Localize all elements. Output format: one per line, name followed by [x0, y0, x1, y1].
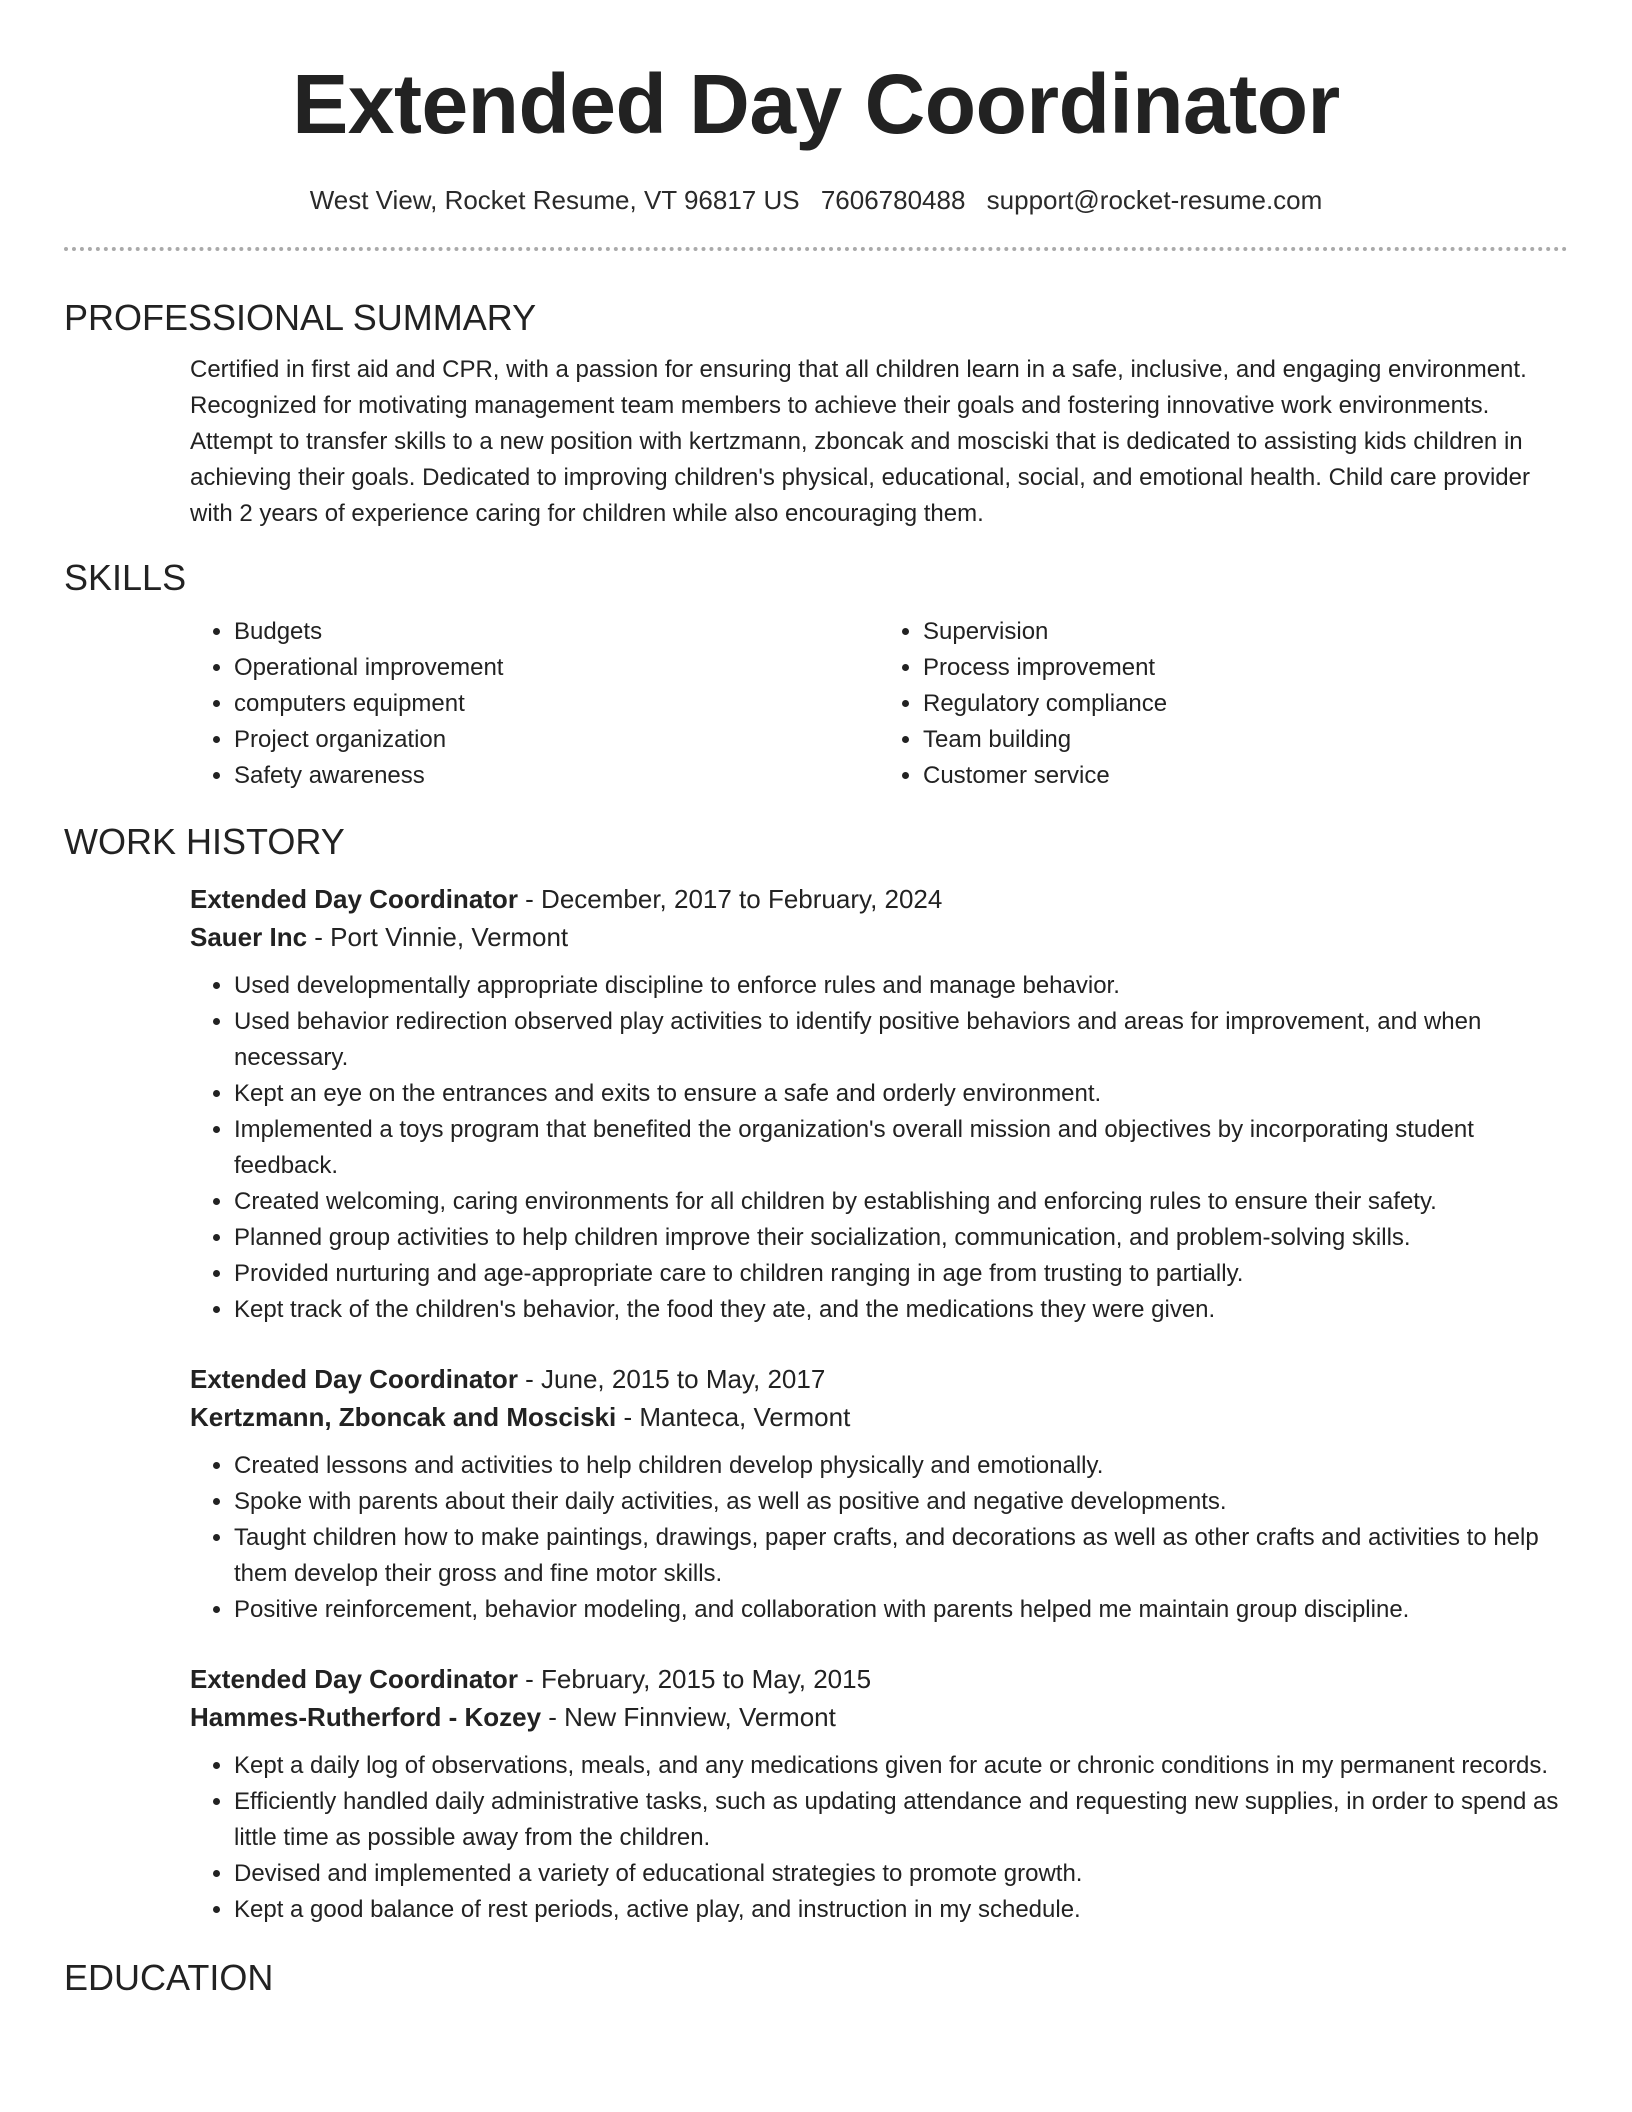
job-title-line [190, 880, 1568, 918]
skill-item: • Project organization [234, 722, 879, 758]
job-bullets [190, 1748, 1568, 1928]
resume-name: Extended Day Coordinator [292, 57, 1340, 151]
work-history-heading: WORK HISTORY [64, 821, 345, 862]
skill-item: • Operational improvement [234, 650, 879, 686]
skill-item: • Supervision [923, 614, 1568, 650]
job-title-line [190, 1360, 1568, 1398]
job-company-line [190, 918, 1568, 956]
skill-item: • Process improvement [923, 650, 1568, 686]
education-heading: EDUCATION [64, 1957, 274, 1998]
skill-item: • Customer service [923, 758, 1568, 794]
job-bullet: • Kept track of the children's behavior, the food they ate, and the medications they were given. [234, 1292, 1568, 1328]
contact-phone: 7606780488 [820, 185, 966, 215]
job-dates: - December, 2017 to February, 2024 [517, 884, 943, 914]
header-divider [64, 247, 1568, 251]
summary-heading: PROFESSIONAL SUMMARY [64, 297, 537, 338]
job-company-line [190, 1698, 1568, 1736]
skills-heading: SKILLS [64, 557, 187, 598]
skill-item: • Regulatory compliance [923, 686, 1568, 722]
job-location: - New Finnview, Vermont [541, 1702, 836, 1732]
job-role: Extended Day Coordinator [190, 1664, 518, 1694]
job-bullet: • Planned group activities to help children improve their socialization, communication, and problem-solving skills. [234, 1220, 1568, 1256]
skill-item: • Budgets [234, 614, 879, 650]
job-bullet: • Kept an eye on the entrances and exits to ensure a safe and orderly environment. [234, 1076, 1568, 1112]
summary-text: Certified in first aid and CPR, with a passion for ensuring that all children learn in a safe, inclusive, and engaging environment. Recognized for motivating management team members to achieve their goals and fostering innovative work environments. Attempt to transfer skills to a new position with kertzmann, zboncak and mosciski that is dedicated to assisting kids children in achieving their goals. Dedicated to improving children's physical, educational, social, and emotional health. Child care provider with 2 years of experience caring for children while also encouraging them. [190, 356, 1530, 527]
job-company: Sauer Inc [190, 922, 308, 952]
job-entry [190, 1360, 1568, 1628]
job-bullet: • Kept a good balance of rest periods, active play, and instruction in my schedule. [234, 1892, 1568, 1928]
job-role: Extended Day Coordinator [190, 1364, 518, 1394]
job-dates: - February, 2015 to May, 2015 [517, 1664, 872, 1694]
skill-item: • Team building [923, 722, 1568, 758]
skill-item: • Safety awareness [234, 758, 879, 794]
summary-section [190, 352, 1568, 532]
job-bullet: • Kept a daily log of observations, meals, and any medications given for acute or chronic conditions in my permanent records. [234, 1748, 1568, 1784]
contact-email: support@rocket-resume.com [986, 185, 1323, 215]
job-bullet: • Implemented a toys program that benefited the organization's overall mission and objectives by incorporating student feedback. [234, 1112, 1568, 1184]
job-bullet: • Positive reinforcement, behavior modeling, and collaboration with parents helped me maintain group discipline. [234, 1592, 1568, 1628]
job-entry [190, 1660, 1568, 1928]
job-bullets [190, 968, 1568, 1328]
job-title-line [190, 1660, 1568, 1698]
job-entry [190, 880, 1568, 1328]
job-bullet: • Efficiently handled daily administrative tasks, such as updating attendance and requesting new supplies, in order to spend as little time as possible away from the children. [234, 1784, 1568, 1856]
job-bullet: • Created lessons and activities to help children develop physically and emotionally. [234, 1448, 1568, 1484]
contact-line [64, 182, 1568, 218]
job-bullet: • Created welcoming, caring environments for all children by establishing and enforcing rules to ensure their safety. [234, 1184, 1568, 1220]
job-role: Extended Day Coordinator [190, 884, 518, 914]
job-location: - Manteca, Vermont [616, 1402, 851, 1432]
job-bullet: • Used developmentally appropriate discipline to enforce rules and manage behavior. [234, 968, 1568, 1004]
job-bullets [190, 1448, 1568, 1628]
skill-item: • computers equipment [234, 686, 879, 722]
job-bullet: • Spoke with parents about their daily activities, as well as positive and negative developments. [234, 1484, 1568, 1520]
job-company: Kertzmann, Zboncak and Mosciski [190, 1402, 617, 1432]
job-location: - Port Vinnie, Vermont [307, 922, 569, 952]
job-dates: - June, 2015 to May, 2017 [517, 1364, 826, 1394]
job-bullet: • Devised and implemented a variety of educational strategies to promote growth. [234, 1856, 1568, 1892]
skills-section [190, 614, 1568, 794]
skills-list-left [190, 614, 879, 794]
contact-address: West View, Rocket Resume, VT 96817 US [309, 185, 800, 215]
job-company: Hammes-Rutherford - Kozey [190, 1702, 542, 1732]
job-bullet: • Taught children how to make paintings, drawings, paper crafts, and decorations as well as other crafts and activities to help them develop their gross and fine motor skills. [234, 1520, 1568, 1592]
job-bullet: • Provided nurturing and age-appropriate care to children ranging in age from trusting to partially. [234, 1256, 1568, 1292]
job-bullet: • Used behavior redirection observed play activities to identify positive behaviors and areas for improvement, and when necessary. [234, 1004, 1568, 1076]
skills-list-right [879, 614, 1568, 794]
job-company-line [190, 1398, 1568, 1436]
